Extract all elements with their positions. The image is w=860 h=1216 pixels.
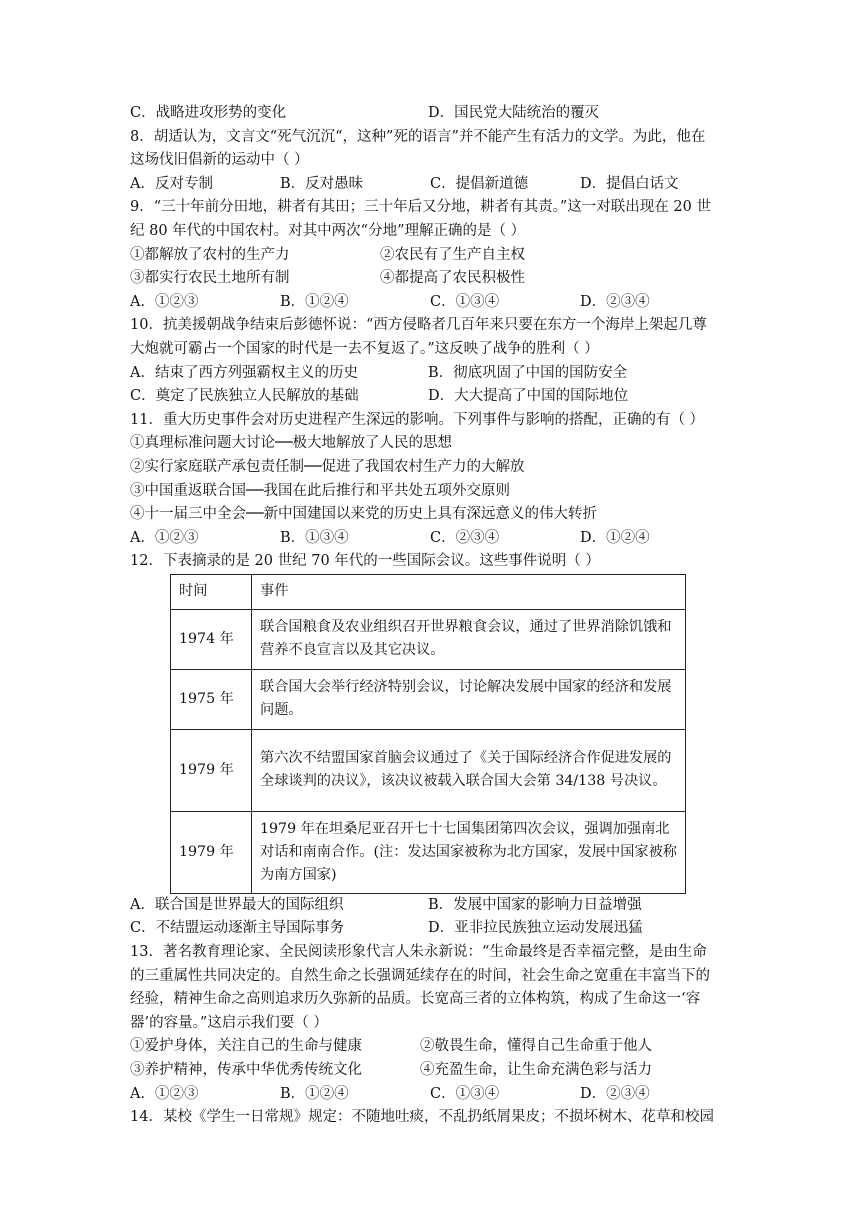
header-event: 事件 xyxy=(252,574,686,609)
option-c: C．①③④ xyxy=(430,293,500,310)
q14-stem-line-1: 14．某校《学生一日常规》规定：不随地吐痰，不乱扔纸屑果皮；不损坏树木、花草和校园 xyxy=(130,1109,714,1126)
table-row xyxy=(171,669,686,729)
q9-stem-line-2: 纪 80 年代的中国农村。对其中两次“分地”理解正确的是（ ） xyxy=(130,222,526,239)
item-2: ②敬畏生命，懂得自己生命重于他人 xyxy=(420,1038,652,1055)
row-event: 联合国大会举行经济特别会议，讨论解决发展中国家的经济和发展问题。 xyxy=(252,669,686,729)
q8-options xyxy=(130,173,740,197)
q13-stem-line-3: 经验，精神生命之高则追求历久弥新的品质。长宽高三者的立体构筑，构成了生命这一‘容 xyxy=(130,991,701,1008)
option-b: B．彻底巩固了中国的国防安全 xyxy=(428,364,628,381)
header-time: 时间 xyxy=(171,574,252,609)
q11-item-2: ②实行家庭联产承包责任制──促进了我国农村生产力的大解放 xyxy=(130,458,525,475)
option-c: C．提倡新道德 xyxy=(430,175,529,192)
q12-options-cd xyxy=(130,917,740,941)
q7-options-cd xyxy=(130,102,740,126)
q8-stem-line-1: 8．胡适认为，文言文“死气沉沉“，这种”死的语言”并不能产生有活力的文学。为此，他在 xyxy=(130,128,706,145)
option-d: D．国民党大陆统治的覆灭 xyxy=(428,105,600,121)
table-row xyxy=(171,811,686,893)
exam-page xyxy=(130,102,740,1130)
row-event: 1979 年在坦桑尼亚召开七十七国集团第四次会议，强调加强南北对话和南南合作。(注：发达国家被称为北方国家，发展中国家被称为南方国家) xyxy=(252,811,686,893)
option-c: C．不结盟运动逐渐主导国际事务 xyxy=(130,920,345,937)
option-d: D．提倡白话文 xyxy=(580,175,679,192)
q10-options-cd xyxy=(130,385,740,409)
q10-options-ab xyxy=(130,362,740,386)
option-c: C．战略进攻形势的变化 xyxy=(130,105,287,121)
option-d: D．亚非拉民族独立运动发展迅猛 xyxy=(428,920,643,937)
option-d: D．大大提高了中国的国际地位 xyxy=(428,388,629,405)
q13-items-row-2 xyxy=(130,1059,740,1083)
option-d: D．②③④ xyxy=(580,1085,650,1102)
q9-items-row-2 xyxy=(130,267,740,291)
table-row xyxy=(171,609,686,669)
q13-stem-line-1: 13．著名教育理论家、全民阅读形象代言人朱永新说：“生命最终是否幸福完整，是由生命 xyxy=(130,944,707,961)
table-header-row xyxy=(171,574,686,609)
q13-stem-line-4: 器’的容量。”这启示我们要（ ） xyxy=(130,1014,328,1031)
q13-items-row-1 xyxy=(130,1035,740,1059)
option-b: B．反对愚昧 xyxy=(280,175,364,192)
option-b: B．①③④ xyxy=(280,529,349,546)
q10-stem-line-2: 大炮就可霸占一个国家的时代是一去不复返了。”这反映了战争的胜利（ ） xyxy=(130,340,599,357)
option-a: A．反对专制 xyxy=(130,175,213,192)
option-c: C．②③④ xyxy=(430,529,500,546)
q11-options xyxy=(130,527,740,551)
option-c: C．奠定了民族独立人民解放的基础 xyxy=(130,388,359,405)
q10-stem-line-1: 10．抗美援朝战争结束后彭德怀说：“西方侵略者几百年来只要在东方一个海岸上架起几尊 xyxy=(130,317,707,334)
q11-item-3: ③中国重返联合国──我国在此后推行和平共处五项外交原则 xyxy=(130,482,510,499)
option-c: C．①③④ xyxy=(430,1085,500,1102)
row-event: 联合国粮食及农业组织召开世界粮食会议，通过了世界消除饥饿和营养不良宣言以及其它决议。 xyxy=(252,609,686,669)
q9-stem-line-1: 9．“三十年前分田地，耕者有其田；三十年后又分地，耕者有其责。”这一对联出现在 20 世 xyxy=(130,199,711,216)
conference-table xyxy=(170,574,686,894)
q8-stem-line-2: 这场伐旧倡新的运动中（ ） xyxy=(130,152,309,169)
table-row xyxy=(171,729,686,811)
option-b: B．①②④ xyxy=(280,1085,349,1102)
item-1: ①都解放了农村的生产力 xyxy=(130,246,290,263)
option-a: A．①②③ xyxy=(130,1085,199,1102)
option-d: D．①②④ xyxy=(580,529,650,546)
item-2: ②农民有了生产自主权 xyxy=(380,246,525,263)
option-a: A．结束了西方列强霸权主义的历史 xyxy=(130,364,358,381)
option-a: A．①②③ xyxy=(130,529,199,546)
q9-options xyxy=(130,291,740,315)
row-year: 1975 年 xyxy=(171,669,252,729)
q12-stem: 12．下表摘录的是 20 世纪 70 年代的一些国际会议。这些事件说明（ ） xyxy=(130,553,600,570)
q11-item-1: ①真理标准问题大讨论──极大地解放了人民的思想 xyxy=(130,435,452,452)
q13-stem-line-2: 的三重属性共同决定的。自然生命之长强调延续存在的时间，社会生命之宽重在丰富当下的 xyxy=(130,967,710,984)
q11-item-4: ④十一届三中全会──新中国建国以来党的历史上具有深远意义的伟大转折 xyxy=(130,506,597,523)
item-3: ③养护精神，传承中华优秀传统文化 xyxy=(130,1062,362,1079)
item-4: ④充盈生命，让生命充满色彩与活力 xyxy=(420,1062,652,1079)
q13-options xyxy=(130,1083,740,1107)
row-year: 1979 年 xyxy=(171,811,252,893)
row-event: 第六次不结盟国家首脑会议通过了《关于国际经济合作促进发展的全球谈判的决议》，该决议被载入联合国大会第 34/138 号决议。 xyxy=(252,729,686,811)
item-3: ③都实行农民土地所有制 xyxy=(130,270,290,287)
option-a: A．①②③ xyxy=(130,293,199,310)
q12-options-ab xyxy=(130,894,740,918)
row-year: 1979 年 xyxy=(171,729,252,811)
option-a: A．联合国是世界最大的国际组织 xyxy=(130,896,344,913)
option-b: B．发展中国家的影响力日益增强 xyxy=(428,896,642,913)
option-b: B．①②④ xyxy=(280,293,349,310)
option-d: D．②③④ xyxy=(580,293,650,310)
item-1: ①爱护身体，关注自己的生命与健康 xyxy=(130,1038,362,1055)
row-year: 1974 年 xyxy=(171,609,252,669)
q11-stem: 11．重大历史事件会对历史进程产生深远的影响。下列事件与影响的搭配，正确的有（ ） xyxy=(130,411,705,428)
q9-items-row-1 xyxy=(130,244,740,268)
item-4: ④都提高了农民积极性 xyxy=(380,270,525,287)
